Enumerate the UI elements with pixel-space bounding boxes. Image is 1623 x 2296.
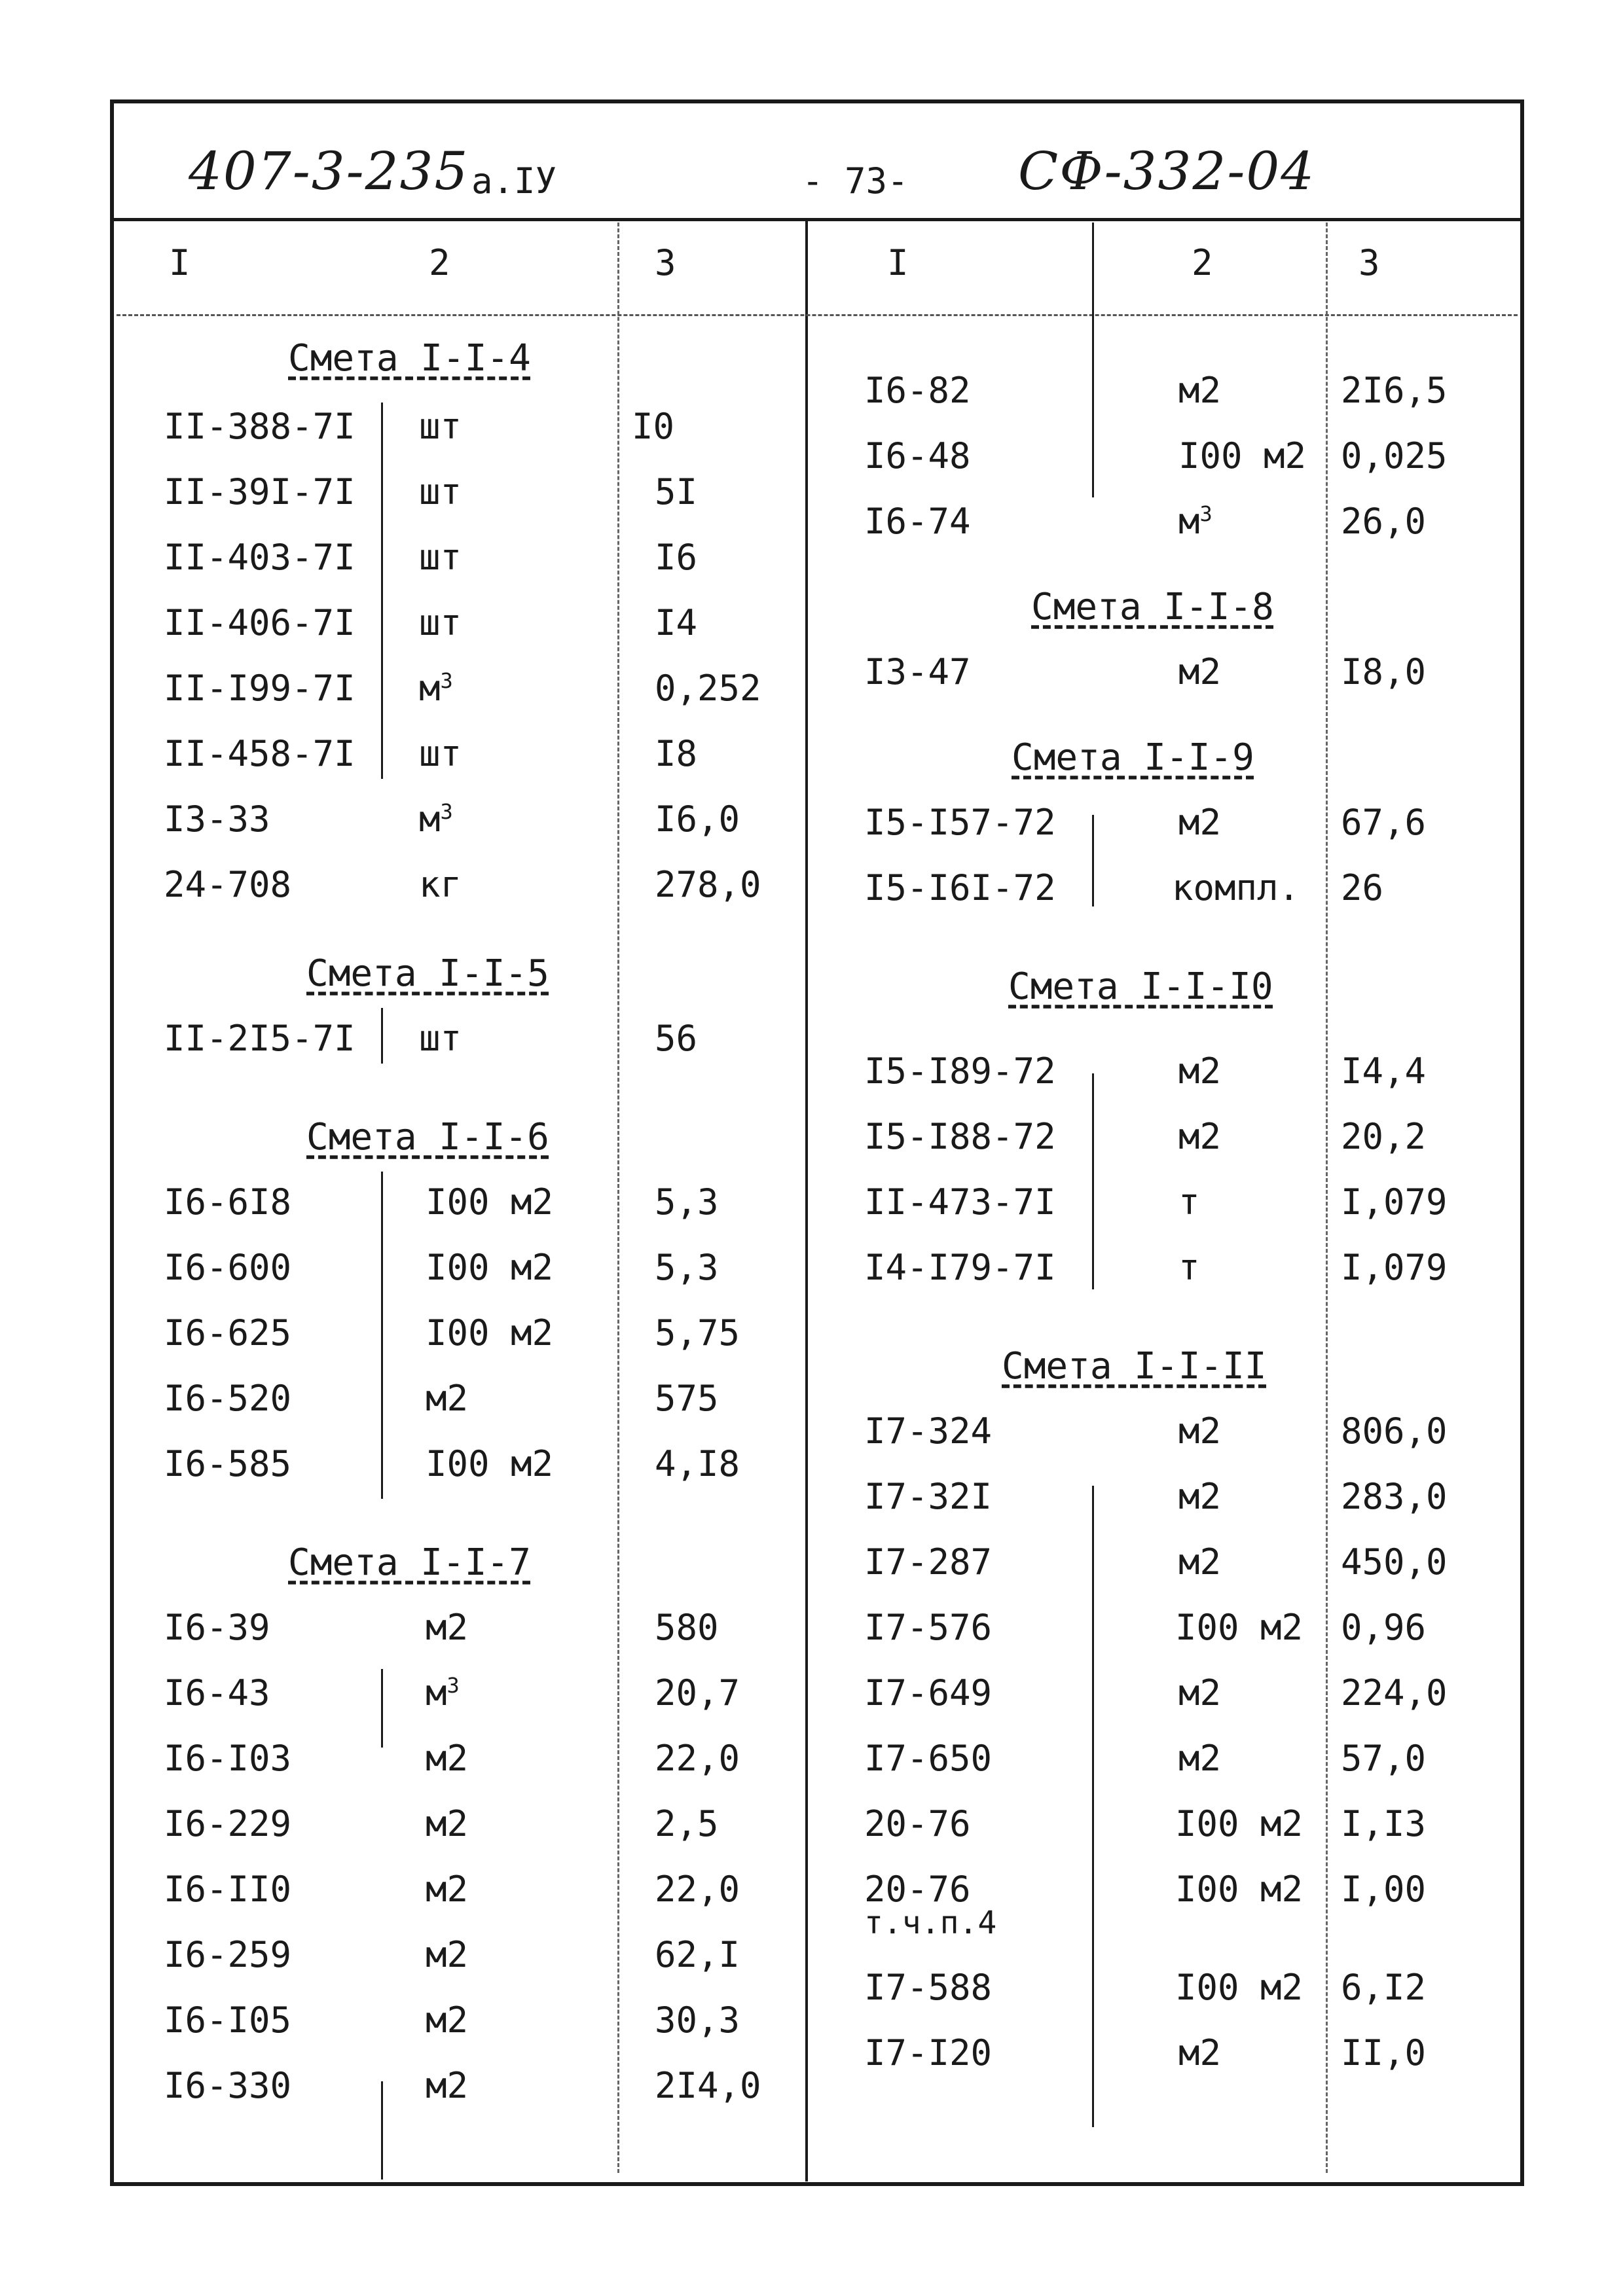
- right-row-code: I7-649: [864, 1672, 993, 1713]
- left-divider-d: [381, 1669, 383, 1748]
- left-row-unit: шт: [419, 471, 462, 512]
- album-label: а.IУ: [471, 160, 557, 202]
- section-heading-s9: Смета I-I-9: [1012, 736, 1254, 779]
- unit-superscript: 3: [440, 668, 453, 693]
- col-header-left-1: I: [169, 242, 191, 283]
- right-divider-a: [1092, 223, 1094, 497]
- unit-text: м: [426, 1672, 447, 1713]
- left-row-unit: [426, 1672, 460, 1713]
- left-row-code: II-I99-7I: [164, 668, 356, 709]
- center-divider: [805, 218, 808, 2181]
- left-row-qty: 2I4,0: [655, 2065, 761, 2106]
- right-col3-divider: [1326, 223, 1328, 2173]
- left-row-qty: I8: [655, 733, 698, 774]
- left-row-unit: I00 м2: [426, 1247, 554, 1288]
- right-row-qty: I,079: [1341, 1247, 1448, 1288]
- right-row-qty: 67,6: [1341, 802, 1427, 843]
- left-row-unit: м2: [426, 1803, 469, 1844]
- left-row-code: I6-259: [164, 1934, 292, 1975]
- right-row-unit: м2: [1178, 1050, 1222, 1092]
- left-row-code: I6-43: [164, 1672, 270, 1713]
- left-row-code: II-406-7I: [164, 602, 356, 643]
- section-heading-s8: Смета I-I-8: [1031, 586, 1274, 628]
- col-header-right-2: 2: [1192, 242, 1213, 283]
- right-row-code: I4-I79-7I: [864, 1247, 1056, 1288]
- section-heading-s5: Смета I-I-5: [306, 952, 549, 995]
- left-row-unit: I00 м2: [426, 1443, 554, 1484]
- left-row-unit: [419, 668, 453, 709]
- left-row-qty: 0,252: [655, 668, 761, 709]
- left-row-code: 24-708: [164, 864, 292, 905]
- left-col3-divider: [617, 223, 619, 2173]
- unit-superscript: 3: [447, 1673, 460, 1698]
- right-row-code: 20-76: [864, 1803, 971, 1844]
- right-row-qty: I8,0: [1341, 651, 1427, 692]
- left-divider-e: [381, 2081, 383, 2179]
- right-row-unit: м2: [1178, 1476, 1222, 1517]
- right-row-code: I7-I20: [864, 2032, 993, 2073]
- right-row-qty: 2I6,5: [1341, 370, 1448, 411]
- left-row-code: I6-II0: [164, 1869, 292, 1910]
- document-number: 407-3-235: [189, 141, 469, 202]
- right-row-code: I7-650: [864, 1738, 993, 1779]
- right-row-code: I6-74: [864, 501, 971, 542]
- right-divider-c: [1092, 1073, 1094, 1289]
- right-row-qty: 20,2: [1341, 1116, 1427, 1157]
- left-row-qty: 22,0: [655, 1738, 740, 1779]
- right-row-unit: т: [1178, 1181, 1200, 1223]
- right-row-qty: 6,I2: [1341, 1967, 1427, 2008]
- right-row-code: 20-76: [864, 1869, 971, 1910]
- unit-superscript: 3: [1199, 501, 1213, 526]
- right-row-code: II-473-7I: [864, 1181, 1056, 1223]
- left-row-qty: 20,7: [655, 1672, 740, 1713]
- right-row-qty: 26,0: [1341, 501, 1427, 542]
- left-row-qty: 5,3: [655, 1247, 719, 1288]
- right-row-code: I7-287: [864, 1541, 993, 1583]
- left-row-unit: шт: [419, 1018, 462, 1059]
- left-row-qty: I0: [632, 406, 675, 447]
- left-row-unit: м2: [426, 2065, 469, 2106]
- left-row-code: I6-520: [164, 1378, 292, 1419]
- right-row-unit: м2: [1178, 802, 1222, 843]
- left-row-unit: шт: [419, 602, 462, 643]
- column-header-divider: [117, 314, 1518, 316]
- right-divider-b: [1092, 815, 1094, 906]
- col-header-right-1: I: [887, 242, 909, 283]
- right-row-unit: м2: [1178, 1541, 1222, 1583]
- left-divider-a: [381, 403, 383, 779]
- left-row-code: I6-625: [164, 1312, 292, 1354]
- right-row-unit: I00 м2: [1175, 1869, 1304, 1910]
- left-row-code: I6-I03: [164, 1738, 292, 1779]
- sheet-code: СФ-332-04: [1018, 141, 1316, 202]
- left-row-qty: 5,3: [655, 1181, 719, 1223]
- left-row-qty: 580: [655, 1607, 719, 1648]
- right-row-unit: I00 м2: [1178, 435, 1307, 476]
- left-row-qty: 30,3: [655, 2000, 740, 2041]
- right-row-unit: м2: [1178, 1116, 1222, 1157]
- right-row-code: I7-576: [864, 1607, 993, 1648]
- right-row-code: I7-32I: [864, 1476, 993, 1517]
- right-row-unit: т: [1178, 1247, 1200, 1288]
- right-row-unit: I00 м2: [1175, 1803, 1304, 1844]
- right-divider-d: [1092, 1486, 1094, 2127]
- unit-text: м: [419, 668, 441, 709]
- left-row-code: II-403-7I: [164, 537, 356, 578]
- left-row-qty: I4: [655, 602, 698, 643]
- right-row-code: I5-I89-72: [864, 1050, 1056, 1092]
- right-row-code: I5-I88-72: [864, 1116, 1056, 1157]
- left-row-qty: 56: [655, 1018, 698, 1059]
- left-row-code: I6-6I8: [164, 1181, 292, 1223]
- left-row-code: I6-600: [164, 1247, 292, 1288]
- section-heading-s11: Смета I-I-II: [1002, 1345, 1267, 1388]
- left-row-qty: 5I: [655, 471, 698, 512]
- right-row-unit: м2: [1178, 1738, 1222, 1779]
- right-row-code: I6-82: [864, 370, 971, 411]
- right-row-qty: 283,0: [1341, 1476, 1448, 1517]
- left-row-unit: м2: [426, 1378, 469, 1419]
- right-row-qty: 450,0: [1341, 1541, 1448, 1583]
- left-divider-c: [381, 1172, 383, 1499]
- right-row-qty: 806,0: [1341, 1410, 1448, 1452]
- right-row-unit: [1178, 501, 1213, 542]
- left-row-code: II-2I5-7I: [164, 1018, 356, 1059]
- left-row-qty: 2,5: [655, 1803, 719, 1844]
- right-row-unit: I00 м2: [1175, 1607, 1304, 1648]
- left-row-unit: м2: [426, 1607, 469, 1648]
- section-heading-s7: Смета I-I-7: [288, 1541, 531, 1584]
- right-row-qty: 26: [1341, 867, 1384, 908]
- right-row-unit: м2: [1178, 2032, 1222, 2073]
- left-row-unit: м2: [426, 1738, 469, 1779]
- right-row-qty: I,I3: [1341, 1803, 1427, 1844]
- right-row-unit: I00 м2: [1175, 1967, 1304, 2008]
- section-heading-s4: Смета I-I-4: [288, 337, 531, 380]
- section-heading-s10: Смета I-I-I0: [1008, 965, 1273, 1008]
- left-row-code: I6-39: [164, 1607, 270, 1648]
- left-row-unit: шт: [419, 537, 462, 578]
- header-divider: [110, 218, 1524, 221]
- left-row-unit: I00 м2: [426, 1312, 554, 1354]
- left-row-code: I6-330: [164, 2065, 292, 2106]
- left-row-unit: I00 м2: [426, 1181, 554, 1223]
- left-row-code: II-388-7I: [164, 406, 356, 447]
- right-row-note: т.ч.п.4: [864, 1905, 997, 1941]
- left-row-qty: I6: [655, 537, 698, 578]
- left-row-qty: 22,0: [655, 1869, 740, 1910]
- left-row-qty: 575: [655, 1378, 719, 1419]
- unit-text: м: [419, 798, 441, 840]
- left-row-unit: кг: [419, 864, 462, 905]
- right-row-unit: м2: [1178, 370, 1222, 411]
- left-row-qty: I6,0: [655, 798, 740, 840]
- left-row-code: II-458-7I: [164, 733, 356, 774]
- left-row-code: II-39I-7I: [164, 471, 356, 512]
- left-row-unit: шт: [419, 733, 462, 774]
- right-row-qty: I,00: [1341, 1869, 1427, 1910]
- left-row-code: I6-585: [164, 1443, 292, 1484]
- col-header-right-3: 3: [1359, 242, 1380, 283]
- left-row-qty: 278,0: [655, 864, 761, 905]
- right-row-qty: I,079: [1341, 1181, 1448, 1223]
- right-row-qty: I4,4: [1341, 1050, 1427, 1092]
- unit-superscript: 3: [440, 799, 453, 824]
- right-row-code: I3-47: [864, 651, 971, 692]
- left-row-unit: м2: [426, 1934, 469, 1975]
- right-row-qty: 0,96: [1341, 1607, 1427, 1648]
- left-row-unit: м2: [426, 1869, 469, 1910]
- left-row-unit: м2: [426, 2000, 469, 2041]
- left-row-code: I6-229: [164, 1803, 292, 1844]
- col-header-left-3: 3: [655, 242, 676, 283]
- unit-text: м: [1178, 501, 1200, 542]
- right-row-qty: 224,0: [1341, 1672, 1448, 1713]
- right-row-qty: II,0: [1341, 2032, 1427, 2073]
- left-row-qty: 5,75: [655, 1312, 740, 1354]
- left-row-code: I3-33: [164, 798, 270, 840]
- right-row-qty: 57,0: [1341, 1738, 1427, 1779]
- left-row-code: I6-I05: [164, 2000, 292, 2041]
- left-row-unit: шт: [419, 406, 462, 447]
- left-divider-b: [381, 1008, 383, 1064]
- right-row-unit: м2: [1178, 651, 1222, 692]
- right-row-unit: м2: [1178, 1410, 1222, 1452]
- right-row-unit: компл.: [1172, 867, 1300, 908]
- right-row-code: I6-48: [864, 435, 971, 476]
- col-header-left-2: 2: [429, 242, 450, 283]
- right-row-qty: 0,025: [1341, 435, 1448, 476]
- left-row-qty: 4,I8: [655, 1443, 740, 1484]
- left-row-qty: 62,I: [655, 1934, 740, 1975]
- right-row-code: I7-324: [864, 1410, 993, 1452]
- right-row-unit: м2: [1178, 1672, 1222, 1713]
- page-number: - 73-: [802, 160, 909, 202]
- section-heading-s6: Смета I-I-6: [306, 1116, 549, 1158]
- right-row-code: I7-588: [864, 1967, 993, 2008]
- left-row-unit: [419, 798, 453, 840]
- right-row-code: I5-I57-72: [864, 802, 1056, 843]
- right-row-code: I5-I6I-72: [864, 867, 1056, 908]
